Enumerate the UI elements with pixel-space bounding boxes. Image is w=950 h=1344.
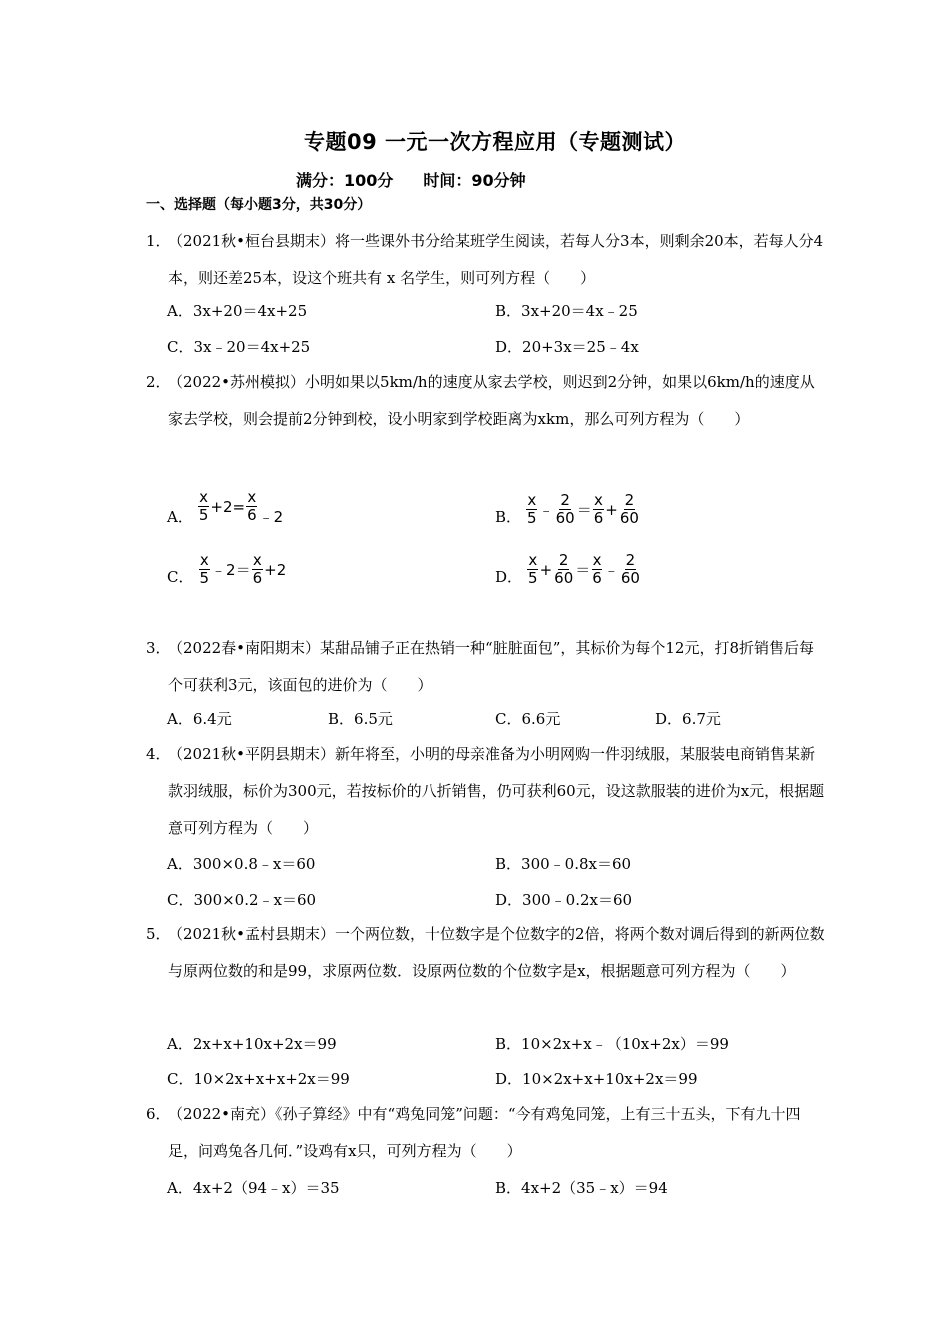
option-b: B．10×2x+x﹣（10x+2x）＝99 [495, 1035, 729, 1053]
option-a: A．300×0.8﹣x＝60 [167, 855, 316, 873]
question-4 [146, 736, 826, 847]
option-c: C． $\frac{x}{5}$ ﹣2＝ $\frac{x}{6}$ +2 [167, 551, 287, 587]
option-label: D． [495, 568, 523, 586]
option-a: A．2x+x+10x+2x＝99 [167, 1035, 337, 1053]
option-d: D．300﹣0.2x＝60 [495, 891, 633, 909]
question-3 [146, 630, 826, 704]
option-a: A．3x+20＝4x+25 [167, 302, 308, 320]
question-number: 2． [146, 373, 171, 391]
page-title: 专题09 一元一次方程应用（专题测试） [303, 130, 687, 154]
section-heading: 一、选择题（每小题3分，共30分） [146, 197, 372, 213]
fraction: $\frac{x}{6}$ [593, 491, 604, 527]
option-c: C．300×0.2﹣x＝60 [167, 891, 317, 909]
fraction: $\frac{x}{6}$ [252, 551, 263, 587]
question-text: （2022春•南阳期末）某甜品铺子正在热销一种“脏脏面包”，其标价为每个12元，打8折销售后每个可获利3元，该面包的进价为（ ） [168, 639, 814, 694]
option-d: D．6.7元 [655, 710, 721, 728]
score-time-line [296, 168, 526, 191]
fraction: $\frac{2}{60}$ [619, 491, 639, 527]
exam-time: 时间：90分钟 [423, 171, 526, 190]
question-6 [146, 1096, 826, 1170]
question-number: 4． [146, 745, 171, 763]
option-a: A．6.4元 [167, 710, 232, 728]
option-a: A． $\frac{x}{5}$ +2= $\frac{x}{6}$ ﹣2 [167, 488, 284, 526]
option-b: B．6.5元 [328, 710, 393, 728]
question-5 [146, 916, 826, 990]
option-d: D． $\frac{x}{5}$ + $\frac{2}{60}$ ＝ $\frac{x}{6}$ ﹣ $\frac{2}{60}$ [495, 551, 640, 587]
fraction: $\frac{2}{60}$ [555, 491, 575, 527]
fraction: $\frac{x}{5}$ [528, 551, 538, 587]
option-b: B． $\frac{x}{5}$ ﹣ $\frac{2}{60}$ ＝ $\frac{x}{6}$ + $\frac{2}{60}$ [495, 491, 639, 527]
option-b: B．4x+2（35﹣x）＝94 [495, 1179, 668, 1197]
full-score: 满分：100分 [296, 171, 394, 190]
option-label: B． [495, 508, 522, 526]
option-label: A． [167, 508, 193, 526]
question-text: （2022•南充）《孙子算经》中有“鸡兔同笼”问题：“今有鸡兔同笼，上有三十五头，下有九十四足，问鸡兔各几何．”设鸡有x只，可列方程为（ ） [168, 1105, 801, 1160]
question-1 [146, 223, 826, 297]
question-text: （2021秋•平阴县期末）新年将至，小明的母亲准备为小明网购一件羽绒服，某服装电商销售某新款羽绒服，标价为300元，若按标价的八折销售，仍可获利60元，设这款服装的进价为x元，根据题意可列方程为（ ） [168, 745, 825, 837]
fraction: $\frac{x}{6}$ [592, 551, 602, 587]
fraction: $\frac{x}{5}$ [199, 551, 210, 587]
question-2 [146, 364, 826, 438]
fraction: $\frac{x}{6}$ [247, 488, 257, 524]
fraction: $\frac{x}{5}$ [527, 491, 537, 527]
option-b: B．300﹣0.8x＝60 [495, 855, 632, 873]
fraction: $\frac{x}{5}$ [198, 488, 209, 524]
question-text: （2021秋•桓台县期末）将一些课外书分给某班学生阅读，若每人分3本，则剩余20本，若每人分4本，则还差25本，设这个班共有 x 名学生，则可列方程（ ） [168, 232, 824, 287]
question-text: （2021秋•孟村县期末）一个两位数，十位数字是个位数字的2倍，将两个数对调后得到的新两位数与原两位数的和是99，求原两位数．设原两位数的个位数字是x，根据题意可列方程为（ ） [168, 925, 825, 980]
question-text: （2022•苏州模拟）小明如果以5km/h的速度从家去学校，则迟到2分钟，如果以6km/h的速度从家去学校，则会提前2分钟到校，设小明家到学校距离为xkm，那么可列方程为（ ） [168, 373, 815, 428]
fraction: $\frac{2}{60}$ [554, 551, 574, 587]
option-c: C．10×2x+x+x+2x＝99 [167, 1070, 350, 1088]
question-number: 5． [146, 925, 171, 943]
option-label: C． [167, 568, 194, 586]
option-d: D．10×2x+x+10x+2x＝99 [495, 1070, 698, 1088]
question-number: 6． [146, 1105, 171, 1123]
option-d: D．20+3x＝25﹣4x [495, 338, 639, 356]
option-c: C．6.6元 [495, 710, 561, 728]
fraction: $\frac{2}{60}$ [620, 551, 640, 587]
option-c: C．3x﹣20＝4x+25 [167, 338, 311, 356]
option-a: A．4x+2（94﹣x）＝35 [167, 1179, 340, 1197]
option-b: B．3x+20＝4x﹣25 [495, 302, 638, 320]
question-number: 1． [146, 232, 171, 250]
question-number: 3． [146, 639, 171, 657]
